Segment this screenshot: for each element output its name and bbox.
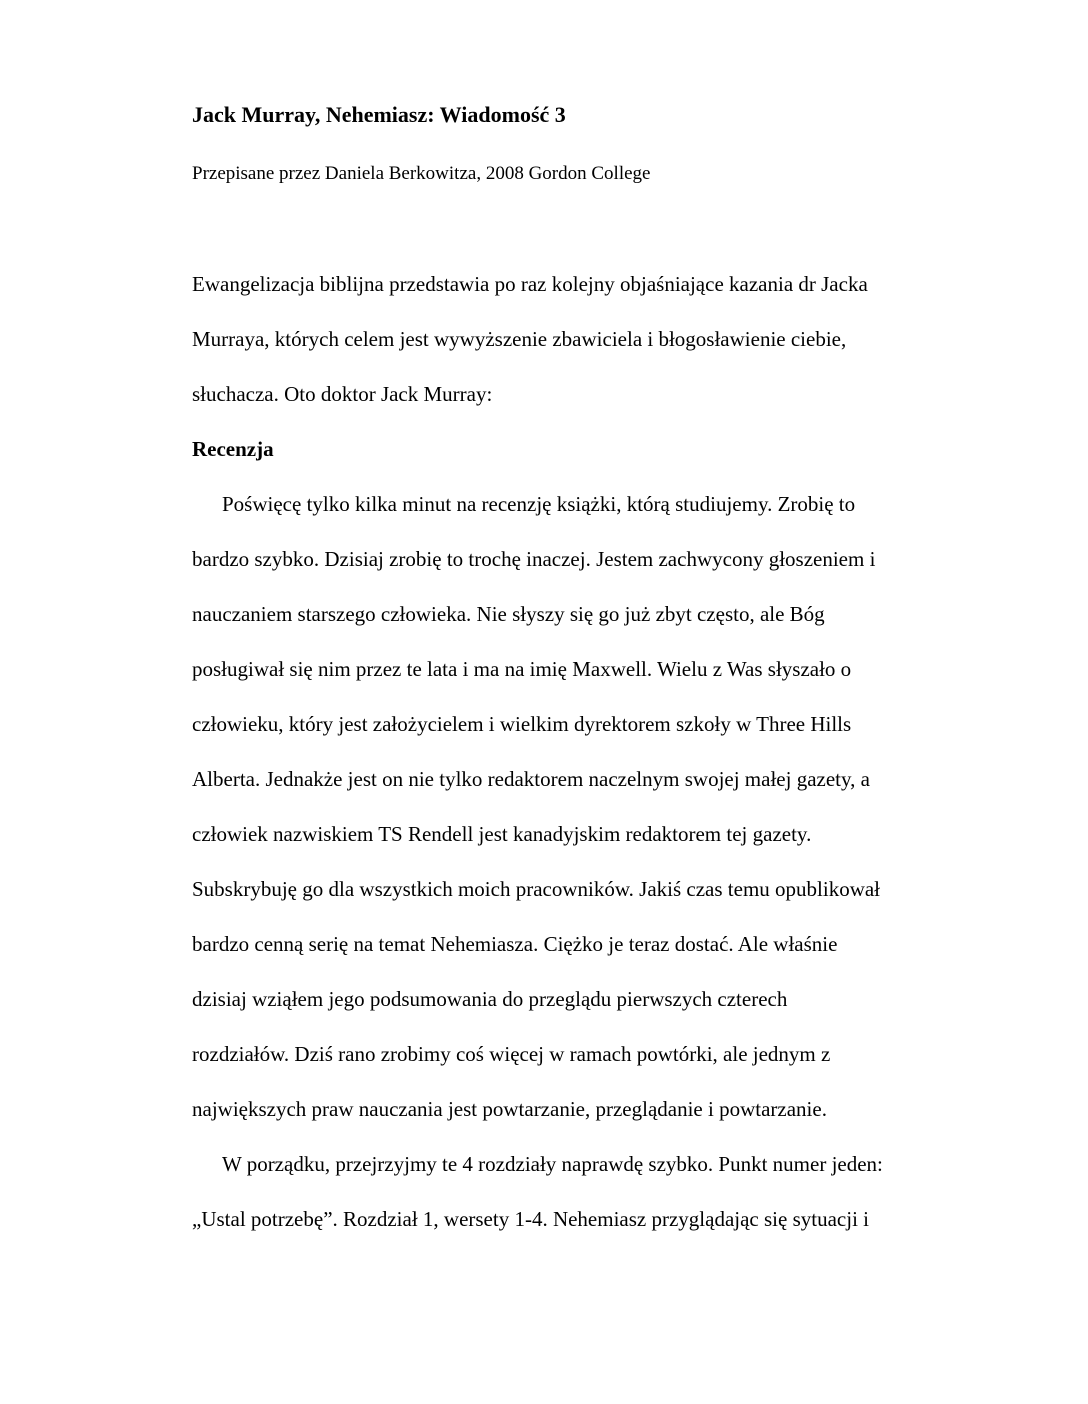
- paragraph-line: Poświęcę tylko kilka minut na recenzję książki, którą studiujemy. Zrobię to: [222, 492, 856, 516]
- paragraph-line: Subskrybuję go dla wszystkich moich pracowników. Jakiś czas temu opublikował: [192, 877, 881, 901]
- paragraph-line: rozdziałów. Dziś rano zrobimy coś więcej w ramach powtórki, ale jednym z: [192, 1042, 831, 1066]
- paragraph-line: W porządku, przejrzyjmy te 4 rozdziały naprawdę szybko. Punkt numer jeden:: [222, 1152, 883, 1176]
- paragraph-line: „Ustal potrzebę”. Rozdział 1, wersety 1-4. Nehemiasz przyglądając się sytuacji i: [192, 1207, 869, 1231]
- intro-line: Murraya, których celem jest wywyższenie zbawiciela i błogosławienie ciebie,: [192, 327, 847, 351]
- paragraph-line: Alberta. Jednakże jest on nie tylko redaktorem naczelnym swojej małej gazety, a: [192, 767, 870, 791]
- paragraph-line: posługiwał się nim przez te lata i ma na imię Maxwell. Wielu z Was słyszało o: [192, 657, 852, 681]
- section-heading: Recenzja: [192, 437, 274, 461]
- paragraph-line: bardzo cenną serię na temat Nehemiasza. Ciężko je teraz dostać. Ale właśnie: [192, 932, 838, 956]
- intro-line: słuchacza. Oto doktor Jack Murray:: [192, 382, 493, 406]
- paragraph-line: nauczaniem starszego człowieka. Nie słyszy się go już zbyt często, ale Bóg: [192, 602, 825, 626]
- document-subtitle: Przepisane przez Daniela Berkowitza, 2008 Gordon College: [192, 163, 651, 184]
- paragraph-line: dzisiaj wziąłem jego podsumowania do przeglądu pierwszych czterech: [192, 987, 788, 1011]
- paragraph-line: człowiek nazwiskiem TS Rendell jest kanadyjskim redaktorem tej gazety.: [192, 822, 812, 846]
- intro-line: Ewangelizacja biblijna przedstawia po raz kolejny objaśniające kazania dr Jacka: [192, 272, 868, 296]
- paragraph-line: człowieku, który jest założycielem i wielkim dyrektorem szkoły w Three Hills: [192, 712, 852, 736]
- document-title: Jack Murray, Nehemiasz: Wiadomość 3: [192, 102, 566, 127]
- paragraph-line: bardzo szybko. Dzisiaj zrobię to trochę inaczej. Jestem zachwycony głoszeniem i: [192, 547, 876, 571]
- paragraph-line: największych praw nauczania jest powtarzanie, przeglądanie i powtarzanie.: [192, 1097, 827, 1121]
